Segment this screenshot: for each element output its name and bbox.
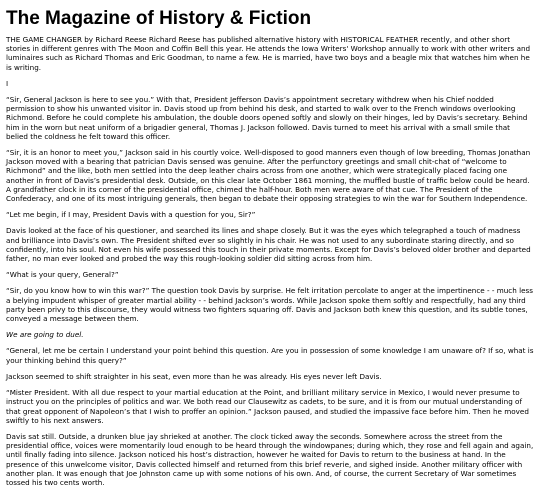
article-paragraph: “What is your query, General?” <box>6 270 119 280</box>
article-paragraph: “Mister President. With all due respect to your martial education at the Point, and brilliant military service in Mexico, I would never presume to instruct you on the principles of politics and war. We both read our Clausewitz as cadets, to be sure, and it is from our mutual understanding of that great opponent of Napoleon’s that I wish to proffer an opinion.” Jackson paused, and studied the impassive face before him. Then he moved swiftly to his next answers. <box>6 388 529 425</box>
article-paragraph: We are going to duel. <box>6 330 84 340</box>
page-title: The Magazine of History & Fiction <box>6 8 312 29</box>
article-paragraph: “Sir, it is an honor to meet you,” Jackson said in his courtly voice. Well-disposed to good manners even though of low breeding, Thomas Jonathan Jackson moved with a bearing that patrician Davis sensed was genuine. After the perfunctory greetings and small chit-chat of “welcome to Richmond” and the like, both men settled into the deep leather chairs across from one another, which were strategically placed facing one another in front of Davis’s presidential desk. Outside, on this clear late October 1861 morning, the muffled bustle of traffic below could be heard. A grandfather clock in its corner of the presidential office, chimed the half-hour. Both men were aware of that cue. The President of the Confederacy, and one of its most intriguing generals, then began to debate their opposing strategies to win the war for Southern Independence. <box>6 148 531 204</box>
article-paragraph: “Sir, General Jackson is here to see you.” With that, President Jefferson Davis’s appointment secretary withdrew when his Chief nodded permission to show his unwanted visitor in. Davis stood up from behind his desk, and started to walk over to the French windows overlooking Richmond. Before he could complete his ambulation, the double doors opened softly and slowly on their hinges, led by Davis’s secretary. Behind him in the worn but neat uniform of a brigadier general, Thomas J. Jackson followed. Davis turned to meet his arrival with a small smile that belied the coldness he felt toward this officer. <box>6 95 528 141</box>
article-paragraph: Jackson seemed to shift straighter in his seat, even more than he was already. His eyes never left Davis. <box>6 371 382 381</box>
article-paragraph: Davis sat still. Outside, a drunken blue jay shrieked at another. The clock ticked away the seconds. Somewhere across the street from the presidential office, voices were momentarily loud enough to be heard through the windowpanes; during which, they rose and fell again and again, until finally fading into silence. Jackson noticed his host’s distraction, however he waited for Davis to return to the business at hand. In the presence of this unwelcome visitor, Davis collected himself and returned from this brief reverie, and sighed inside. Another military officer with another plan. It was enough that Joe Johnston came up with some notions of his own. And, of course, the current Secretary of War sometimes tossed his two cents worth. <box>6 431 534 487</box>
article-paragraph: Davis looked at the face of his questioner, and searched its lines and shape closely. But it was the eyes which telegraphed a touch of madness and brilliance into Davis’s own. The President shifted ever so slightly in his chair. He was not used to any subordinate staring directly, and so confidently, into his soul. Not even his wife possessed this touch in their private moments. Except for Davis’s beloved older brother and departed father, no man ever looked and probed the way this rough-looking soldier did sitting across from him. <box>6 226 531 264</box>
article-paragraph: “Let me begin, if I may, President Davis with a question for you, Sir?” <box>6 210 256 220</box>
author-bio-paragraph: THE GAME CHANGER by Richard Reese Richard Reese has published alternative history with HISTORICAL FEATHER recently, and other short stories in different genres with The Moon and Coffin Bell this year. He attends the Iowa Writers' Workshop annually to work with other writers and luminaires such as Richard Thomas and Eric Goodman, to name a few. He is married, have two boys and a beagle mix that watches him when he is writing. <box>6 35 531 72</box>
section-number: I <box>6 78 9 88</box>
article-body <box>6 35 534 487</box>
article-paragraph: “Sir, do you know how to win this war?” The question took Davis by surprise. He felt irritation percolate to anger at the impertinence - - much less a belying impudent whisper of greater martial ability - - behind Jackson’s words. While Jackson spoke them softly and respectfully, had any third party been privy to this discourse, they would witness two fighters squaring off. Davis and Jackson both knew this question, and its subtle tones, conveyed a message between them. <box>6 286 533 324</box>
article-paragraph: “General, let me be certain I understand your point behind this question. Are you in possession of some knowledge I am unaware of? If so, what is your thinking behind this query?” <box>6 346 534 365</box>
